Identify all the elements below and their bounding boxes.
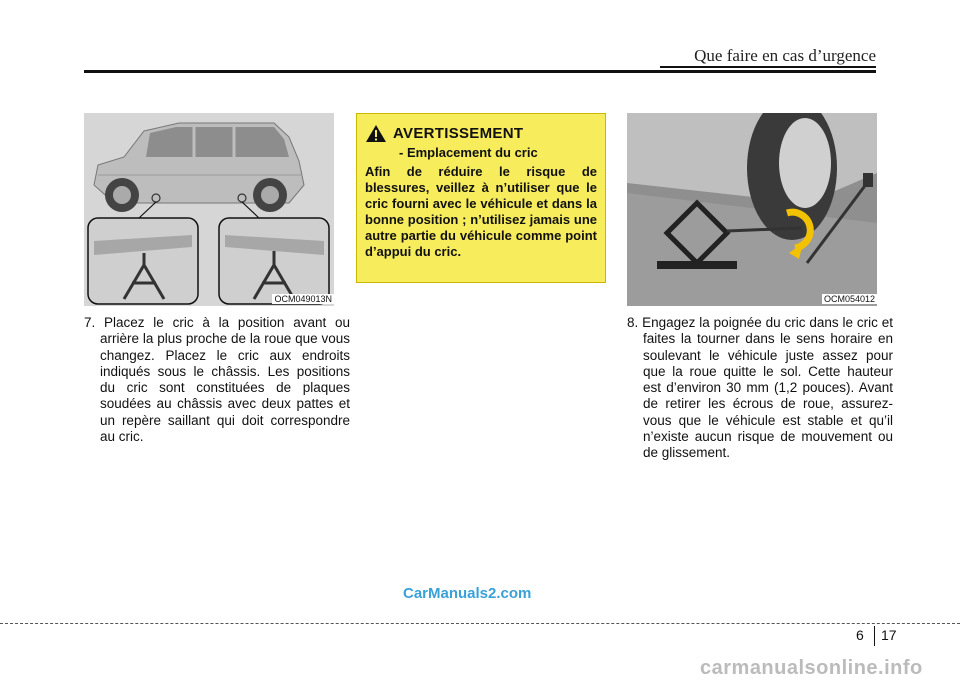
footer-rule	[0, 623, 960, 624]
header-rule-thin	[660, 66, 876, 68]
header-title: Que faire en cas d’urgence	[694, 46, 876, 65]
figure-code-right: OCM054012	[823, 294, 875, 304]
warning-box	[356, 113, 606, 283]
header-rule	[84, 70, 876, 73]
footer-chapter-number: 6	[856, 627, 864, 643]
warning-body: Afin de réduire le risque de blessures, veillez à n’utiliser que le cric fourni avec le véhicule et dans la bonne position ; n’utilisez jamais une autre partie du véhicule comme point d’appui du cric.	[365, 164, 597, 259]
warning-header	[365, 124, 597, 143]
car-jack-points-illustration	[84, 113, 334, 306]
warning-title: AVERTISSEMENT	[393, 125, 524, 142]
figure-code-left: OCM049013N	[274, 294, 332, 304]
footer-divider	[874, 626, 875, 646]
car-jack-points-figure	[84, 113, 334, 306]
watermark-carmanualsonline[interactable]: carmanualsonline.info	[700, 657, 923, 679]
footer-page-number: 17	[881, 627, 897, 643]
step-7-text: 7. Placez le cric à la position avant ou arrière la plus proche de la roue que vous changez. Placez le cric aux endroits indiqués sous le châssis. Les positions du cric sont constituées de plaques soudées au châssis avec deux pattes et un repère saillant qui doit correspondre au cric.	[84, 315, 350, 445]
jack-handle-illustration	[627, 113, 877, 306]
watermark-carmanuals2[interactable]: CarManuals2.com	[403, 585, 532, 602]
warning-subtitle: - Emplacement du cric	[399, 145, 538, 160]
step-8-text: 8. Engagez la poignée du cric dans le cric et faites la tourner dans le sens horaire en soulevant le véhicule juste assez pour que la roue quitte le sol. Cette hauteur est d’environ 30 mm (1,2 pouces). Avant de retirer les écrous de roue, assurez-vous que le véhicule est stable et qu’il n’existe aucun risque de mouvement ou de glissement.	[627, 315, 893, 461]
jack-handle-figure	[627, 113, 877, 306]
warning-triangle-icon	[365, 124, 387, 143]
